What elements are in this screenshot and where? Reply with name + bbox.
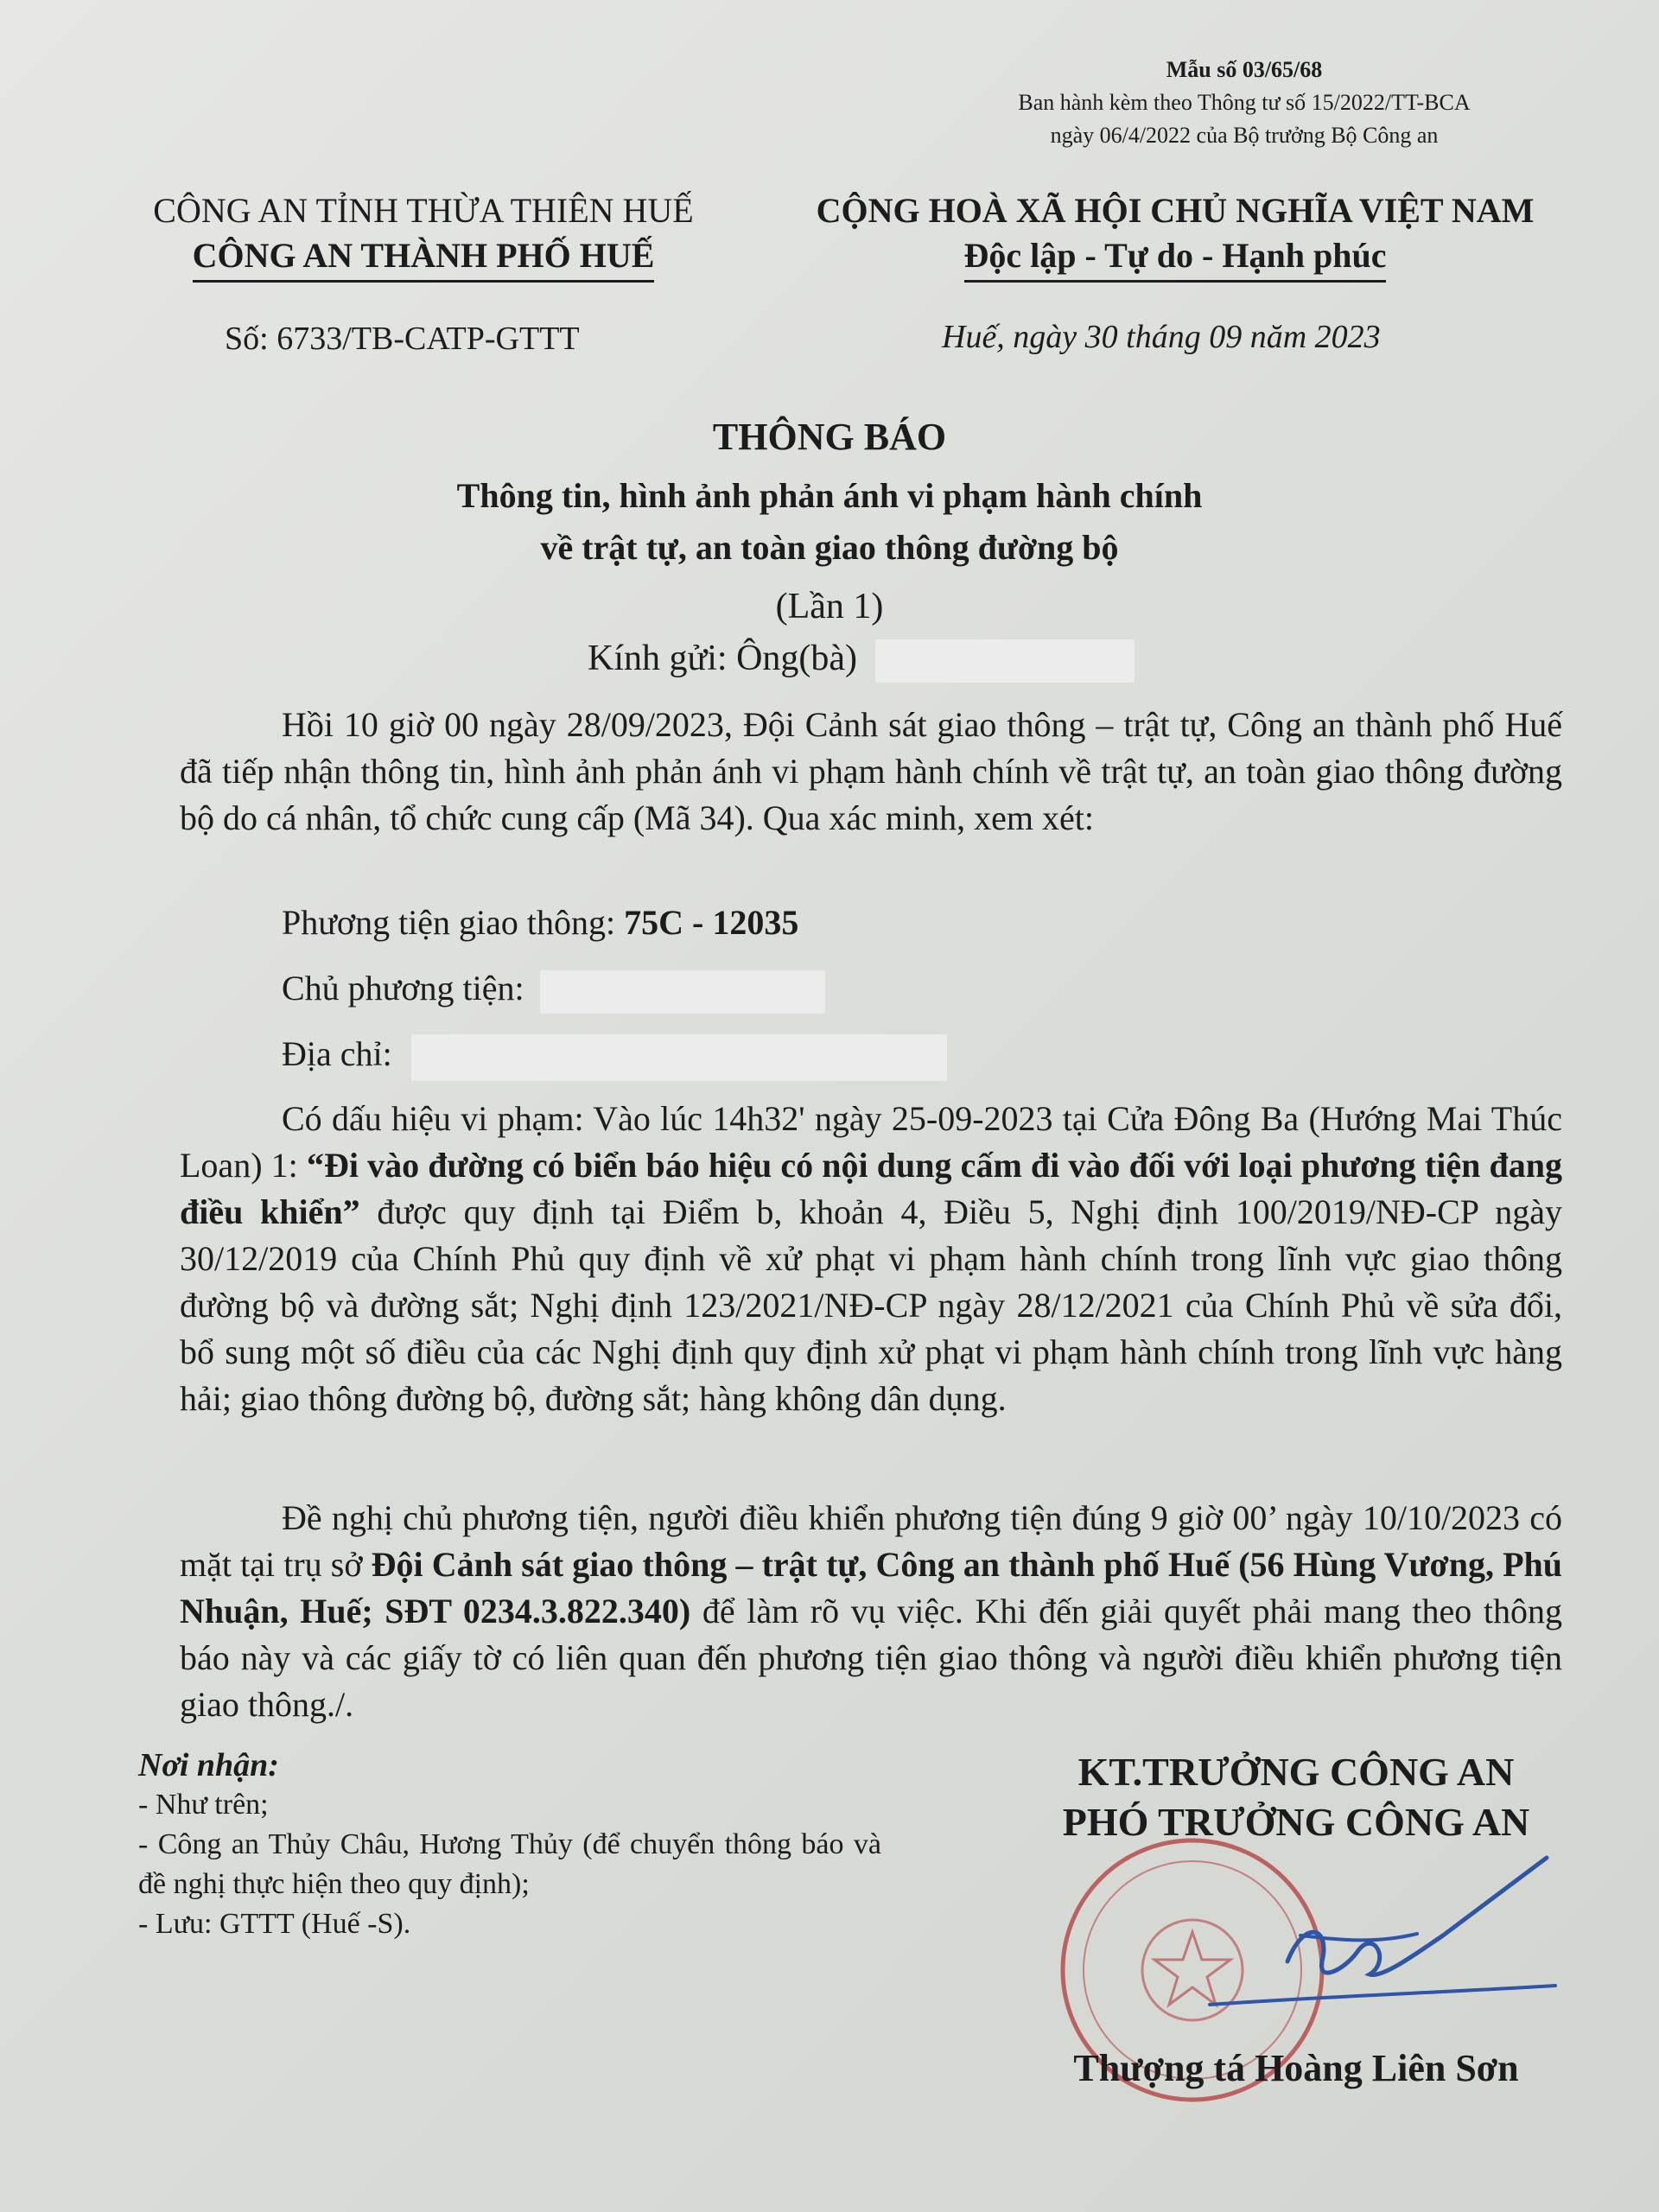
place-date: Huế, ngày 30 tháng 09 năm 2023	[942, 319, 1381, 355]
recipients-item-1: - Như trên;	[138, 1789, 269, 1821]
form-reference	[933, 54, 1555, 152]
address-field	[282, 1033, 947, 1081]
redacted-address	[411, 1034, 947, 1081]
owner-field	[282, 968, 825, 1014]
national-header	[778, 188, 1573, 283]
form-issued-line: Ban hành kèm theo Thông tư số 15/2022/TT-BCA	[1018, 90, 1471, 115]
violation-description: “Đi vào đường có biển báo hiệu có nội dung cấm đi vào đối với loại phương tiện đang điều khiển”	[180, 1146, 1563, 1231]
agency-parent: CÔNG AN TỈNH THỪA THIÊN HUẾ	[153, 191, 694, 230]
document-subtitle	[0, 470, 1659, 574]
vehicle-field	[282, 902, 798, 943]
violation-text-intro: Có dấu hiệu vi phạm: Vào lúc 14h32' ngày 25-09-2023 tại Cửa Đông Ba (Hướng Mai Thúc Loan) 1:	[180, 1099, 1562, 1185]
recipients-block	[138, 1745, 881, 1944]
recipients-item-3: - Lưu: GTTT (Huế -S).	[138, 1908, 411, 1940]
subtitle-line-2: về trật tự, an toàn giao thông đường bộ	[540, 528, 1119, 567]
form-code: Mẫu số 03/65/68	[1166, 57, 1323, 82]
signature-title-line-1: KT.TRƯỞNG CÔNG AN	[1077, 1750, 1515, 1794]
request-text-intro: Đề nghị chủ phương tiện, người điều khiển phương tiện đúng 9 giờ 00’ ngày 10/10/2023 có mặt tại trụ sở	[180, 1498, 1562, 1584]
document-title: THÔNG BÁO	[712, 416, 947, 458]
intro-paragraph: Hồi 10 giờ 00 ngày 28/09/2023, Đội Cảnh sát giao thông – trật tự, Công an thành phố Huế đã tiếp nhận thông tin, hình ảnh phản ánh vi phạm hành chính về trật tự, an toàn giao thông đường bộ do cá nhân, tổ chức cung cấp (Mã 34). Qua xác minh, xem xét:	[180, 705, 1562, 837]
violation-paragraph	[180, 1096, 1562, 1422]
agency-name: CÔNG AN THÀNH PHỐ HUẾ	[193, 233, 655, 283]
vehicle-plate: 75C - 12035	[624, 903, 799, 942]
subtitle-line-1: Thông tin, hình ảnh phản ánh vi phạm hành chính	[456, 476, 1203, 515]
redacted-recipient-name	[875, 639, 1135, 683]
recipient-line	[588, 638, 1135, 683]
signer-name: Thượng tá Hoàng Liên Sơn	[1073, 2047, 1519, 2089]
redacted-owner-name	[540, 970, 825, 1014]
nation-motto: Độc lập - Tự do - Hạnh phúc	[964, 233, 1387, 283]
recipients-item-2: - Công an Thủy Châu, Hương Thủy (để chuyển thông báo và đề nghị thực hiện theo quy định);	[138, 1828, 881, 1900]
document-number-value: 6733/TB-CATP-GTTT	[276, 321, 580, 357]
address-label: Địa chỉ:	[282, 1034, 392, 1073]
vehicle-label: Phương tiện giao thông:	[282, 903, 616, 942]
signature-title-line-2: PHÓ TRƯỞNG CÔNG AN	[1062, 1800, 1530, 1844]
document-number-label: Số:	[225, 321, 269, 357]
request-text-end: để làm rõ vụ việc. Khi đến giải quyết phải mang theo thông báo này và các giấy tờ có liên quan đến phương tiện giao thông và người điều khiển phương tiện giao thông./.	[180, 1592, 1563, 1724]
owner-label: Chủ phương tiện:	[282, 969, 524, 1007]
form-issued-date-line: ngày 06/4/2022 của Bộ trưởng Bộ Công an	[1050, 123, 1439, 148]
agency-header	[130, 188, 717, 283]
handwritten-signature	[1158, 1832, 1573, 2031]
notice-round: (Lần 1)	[775, 587, 884, 626]
request-paragraph	[180, 1495, 1562, 1728]
document-number	[225, 320, 580, 358]
nation-name: CỘNG HOÀ XÃ HỘI CHỦ NGHĨA VIỆT NAM	[816, 191, 1535, 230]
recipients-heading: Nơi nhận:	[138, 1747, 279, 1783]
request-office-address: Đội Cảnh sát giao thông – trật tự, Công an thành phố Huế (56 Hùng Vương, Phú Nhuận, Huế; SĐT 0234.3.822.340)	[180, 1545, 1562, 1630]
recipient-label: Kính gửi: Ông(bà)	[588, 639, 858, 678]
violation-legal-basis: được quy định tại Điểm b, khoản 4, Điều 5, Nghị định 100/2019/NĐ-CP ngày 30/12/2019 của Chính Phủ quy định về xử phạt vi phạm hành chính trong lĩnh vực giao thông đường bộ và đường sắt; Nghị định 123/2021/NĐ-CP ngày 28/12/2021 của Chính Phủ về sửa đổi, bổ sung một số điều của các Nghị định quy định xử phạt vi phạm hành chính trong lĩnh vực hàng hải; giao thông đường bộ, đường sắt; hàng không dân dụng.	[180, 1192, 1562, 1418]
